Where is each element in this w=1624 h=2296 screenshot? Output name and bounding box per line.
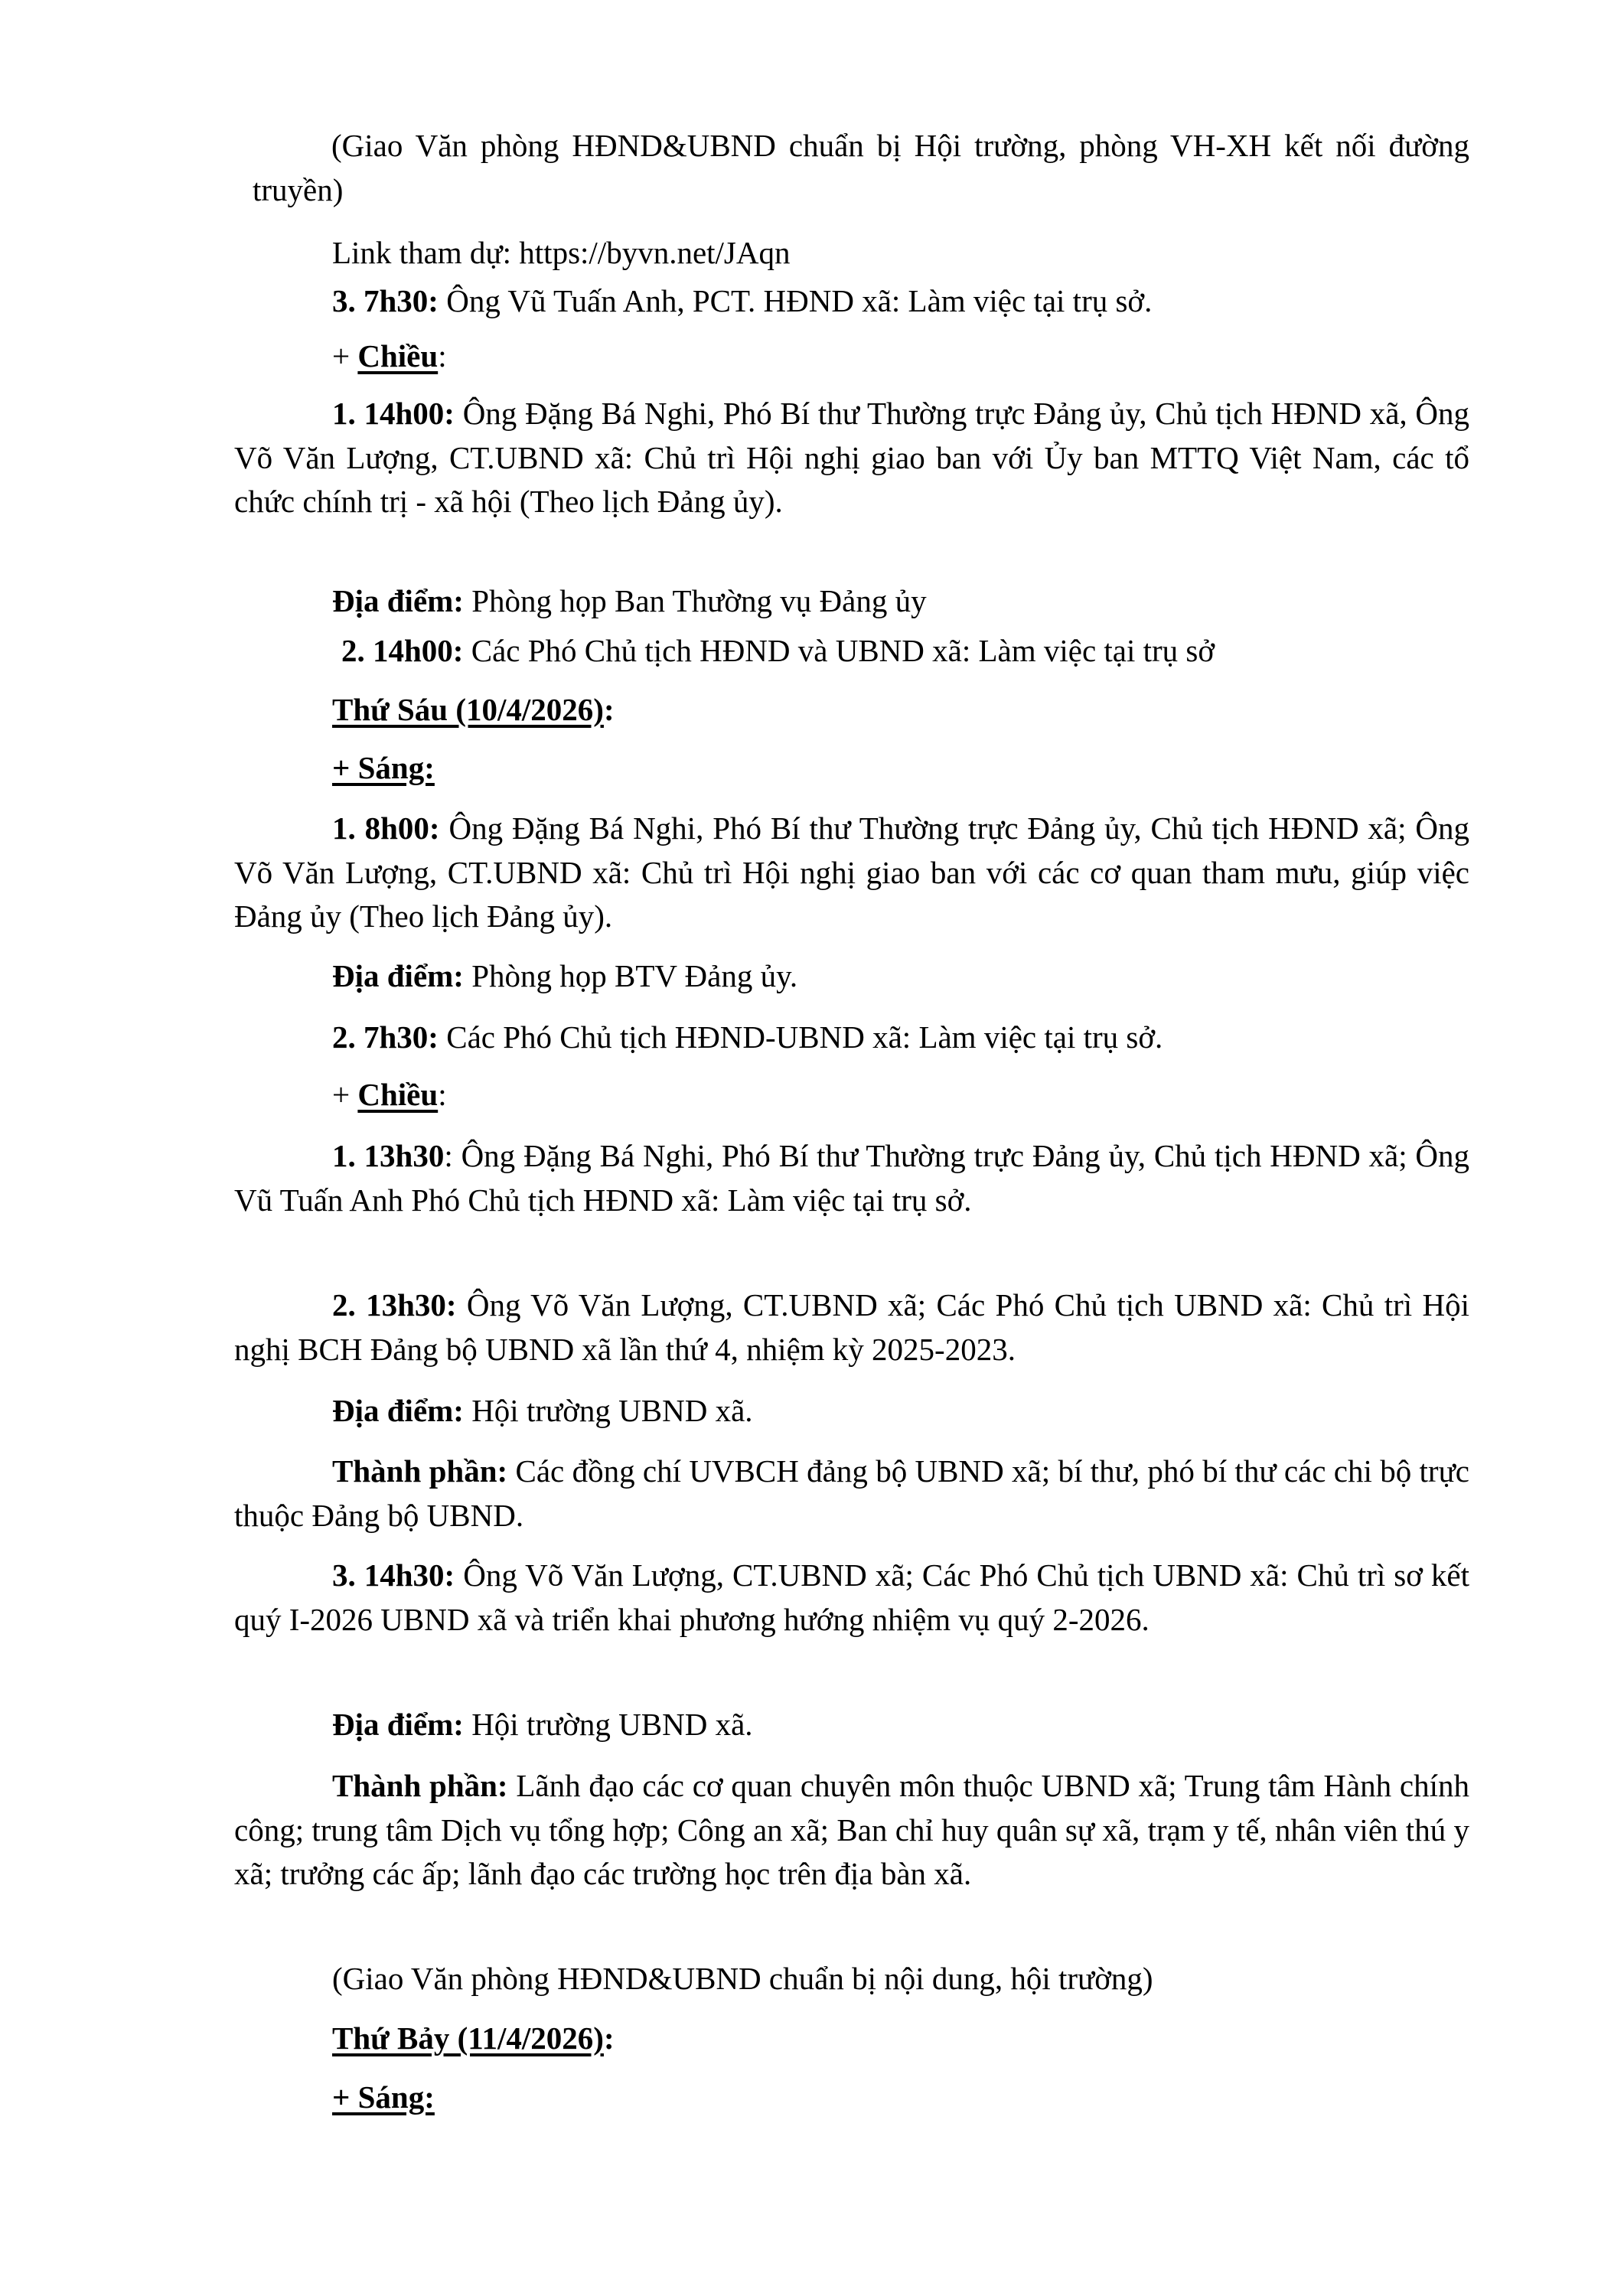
attendees-text: Các đồng chí UVBCH đảng bộ UBND xã; bí thư, phó bí thư các chi bộ trực thuộc Đảng bộ UBND. — [234, 1453, 1470, 1533]
session-prefix: + — [332, 1077, 358, 1112]
location-line — [234, 954, 1469, 999]
attendees-text: Lãnh đạo các cơ quan chuyên môn thuộc UBND xã; Trung tâm Hành chính công; trung tâm Dịch vụ tổng hợp; Công an xã; Ban chỉ huy quân sự xã, trạm y tế, nhân viên thú y xã; trưởng các ấp; lãnh đạo các trường học trên địa bàn xã. — [234, 1768, 1470, 1891]
schedule-item — [234, 392, 1469, 524]
schedule-item — [234, 1016, 1469, 1060]
location-label: Địa điểm: — [332, 583, 464, 618]
session-heading-afternoon — [234, 1073, 1469, 1117]
preparation-note — [234, 1957, 1469, 2001]
item-time: 2. 7h30: — [332, 1019, 439, 1055]
attendees-label: Thành phần: — [332, 1453, 508, 1489]
meeting-link — [234, 231, 1469, 276]
location-text: Phòng họp Ban Thường vụ Đảng ủy — [471, 583, 927, 618]
session-prefix: + — [332, 338, 358, 373]
schedule-item — [234, 807, 1469, 939]
session-heading-morning — [234, 2076, 1469, 2120]
link-label: Link tham dự: — [332, 235, 512, 270]
session-label: + Sáng: — [332, 750, 435, 785]
item-time: 2. 13h30: — [332, 1287, 457, 1322]
location-text: Phòng họp BTV Đảng ủy. — [471, 958, 798, 993]
schedule-item — [234, 279, 1469, 324]
location-line — [234, 1703, 1469, 1747]
schedule-item — [234, 629, 1469, 673]
location-text: Hội trường UBND xã. — [471, 1393, 753, 1428]
item-text: Ông Võ Văn Lượng, CT.UBND xã; Các Phó Chủ tịch UBND xã: Chủ trì sơ kết quý I-2026 UBND xã và triển khai phương hướng nhiệm vụ quý 2-2026. — [234, 1557, 1470, 1637]
session-heading-morning — [234, 746, 1469, 791]
day-heading-friday — [234, 688, 1469, 732]
schedule-item — [234, 1134, 1469, 1222]
attendees-line — [234, 1450, 1469, 1538]
item-time: 3. 7h30: — [332, 283, 439, 318]
session-label: + Sáng: — [332, 2079, 435, 2115]
item-time: 1. 13h30 — [332, 1138, 445, 1173]
item-text: Ông Đặng Bá Nghi, Phó Bí thư Thường trực Đảng ủy, Chủ tịch HĐND xã, Ông Võ Văn Lượng, CT.UBND xã: Chủ trì Hội nghị giao ban với Ủy ban MTTQ Việt Nam, các tổ chức chính trị - xã hội (Theo lịch Đảng ủy). — [234, 396, 1470, 519]
link-url[interactable]: https://byvn.net/JAqn — [519, 235, 791, 270]
day-label: Thứ Bảy (11/4/2026) — [332, 2020, 604, 2056]
session-suffix: : — [438, 1077, 447, 1112]
item-text: Ông Võ Văn Lượng, CT.UBND xã; Các Phó Chủ tịch UBND xã: Chủ trì Hội nghị BCH Đảng bộ UBND xã lần thứ 4, nhiệm kỳ 2025-2023. — [234, 1287, 1469, 1367]
location-label: Địa điểm: — [332, 1393, 464, 1428]
note-text: (Giao Văn phòng HĐND&UBND chuẩn bị nội dung, hội trường) — [332, 1961, 1153, 1996]
item-colon: : — [444, 1138, 453, 1173]
day-suffix: : — [603, 2020, 615, 2056]
session-suffix: : — [438, 338, 447, 373]
day-heading-saturday — [234, 2017, 1469, 2061]
item-time: 3. 14h30: — [332, 1557, 455, 1593]
item-text: Ông Đặng Bá Nghi, Phó Bí thư Thường trực Đảng ủy, Chủ tịch HĐND xã; Ông Võ Văn Lượng, CT.UBND xã: Chủ trì Hội nghị giao ban với các cơ quan tham mưu, giúp việc Đảng ủy (Theo lịch Đảng ủy). — [234, 810, 1470, 934]
item-text: Ông Vũ Tuấn Anh, PCT. HĐND xã: Làm việc tại trụ sở. — [446, 283, 1153, 318]
item-text: Các Phó Chủ tịch HĐND và UBND xã: Làm việc tại trụ sở — [471, 633, 1215, 668]
location-label: Địa điểm: — [332, 958, 464, 993]
day-label: Thứ Sáu (10/4/2026) — [332, 692, 604, 727]
location-text: Hội trường UBND xã. — [471, 1707, 753, 1742]
attendees-label: Thành phần: — [332, 1768, 508, 1803]
item-text: Ông Đặng Bá Nghi, Phó Bí thư Thường trực Đảng ủy, Chủ tịch HĐND xã; Ông Vũ Tuấn Anh Phó Chủ tịch HĐND xã: Làm việc tại trụ sở. — [234, 1138, 1470, 1218]
note-text: (Giao Văn phòng HĐND&UBND chuẩn bị Hội trường, phòng VH-XH kết nối đường truyền) — [253, 128, 1469, 207]
schedule-item — [234, 1283, 1469, 1371]
day-suffix: : — [603, 692, 615, 727]
item-time: 1. 8h00: — [332, 810, 440, 846]
location-label: Địa điểm: — [332, 1707, 464, 1742]
session-heading-afternoon — [234, 334, 1469, 379]
location-line — [234, 1389, 1469, 1433]
item-text: Các Phó Chủ tịch HĐND-UBND xã: Làm việc tại trụ sở. — [446, 1019, 1163, 1055]
session-label: Chiều — [357, 1077, 439, 1112]
preparation-note — [253, 124, 1469, 212]
item-time: 2. 14h00: — [341, 633, 464, 668]
schedule-item — [234, 1554, 1469, 1642]
item-time: 1. 14h00: — [332, 396, 455, 431]
session-label: Chiều — [357, 338, 439, 373]
location-line — [234, 579, 1469, 624]
attendees-line — [234, 1764, 1469, 1896]
